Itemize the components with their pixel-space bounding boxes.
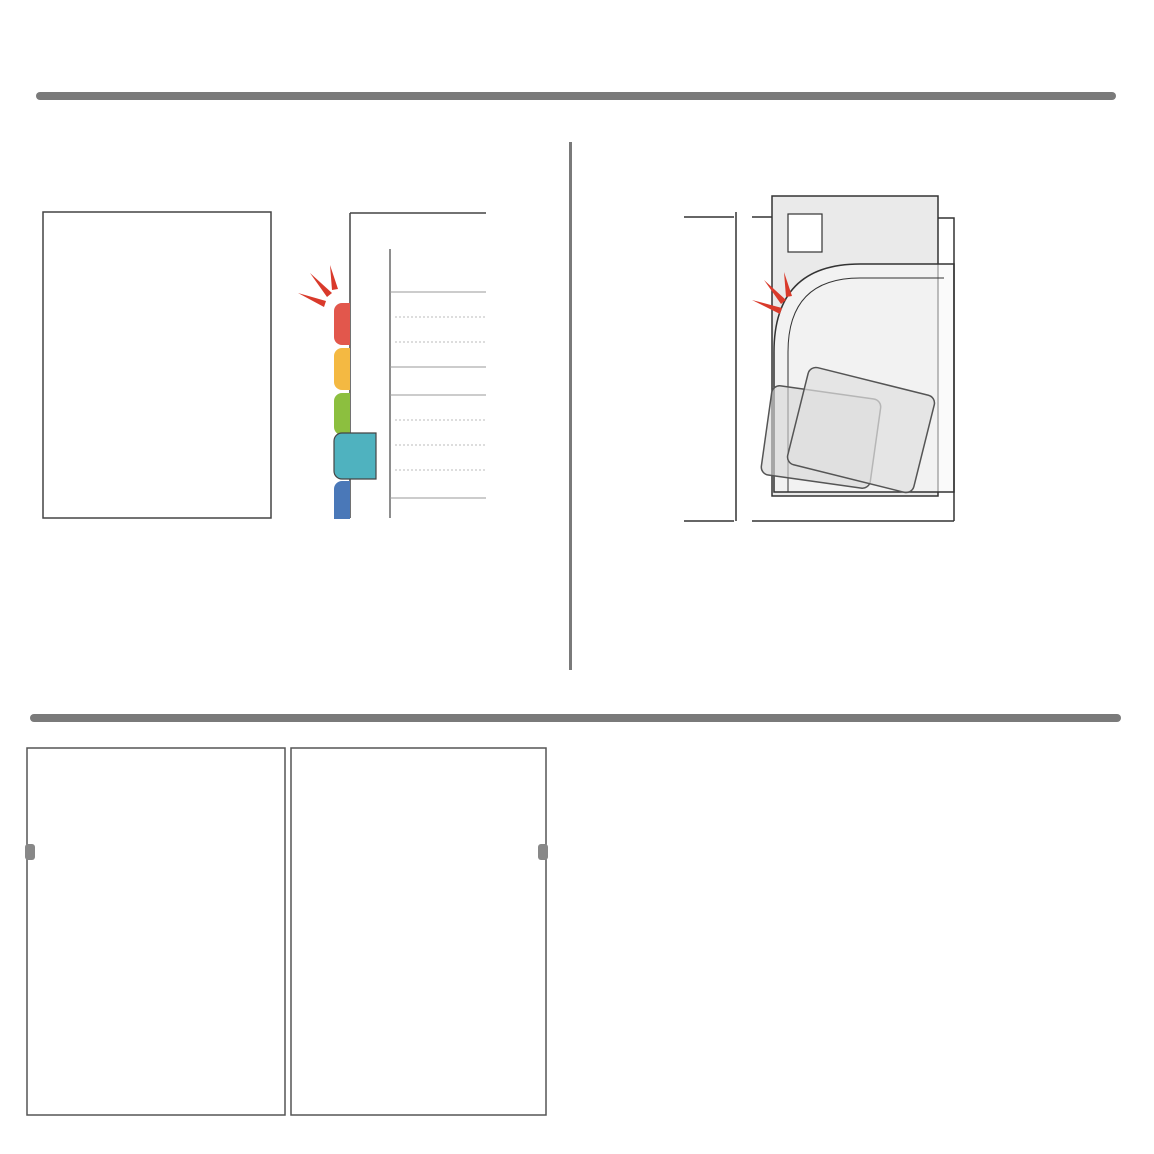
- attention-burst-icon: [298, 265, 338, 307]
- planner-spread: [24, 745, 550, 1120]
- sticker-illustration: [40, 205, 490, 525]
- section-rule: [30, 714, 1121, 722]
- column-divider: [569, 142, 572, 670]
- section-rule: [36, 92, 1116, 100]
- pocket-illustration: [684, 192, 959, 527]
